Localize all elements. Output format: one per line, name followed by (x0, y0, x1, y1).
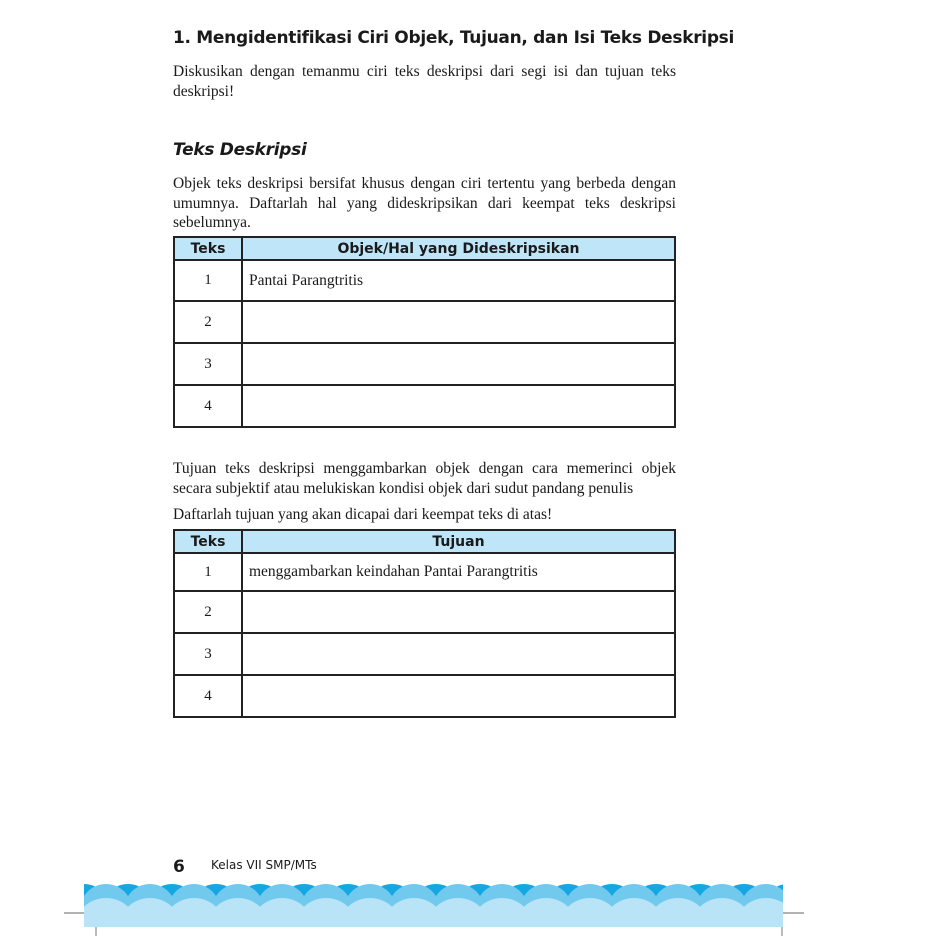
column-header-teks: Teks (174, 530, 242, 553)
row-number: 3 (174, 343, 242, 385)
instruction-paragraph: Daftarlah tujuan yang akan dicapai dari keempat teks di atas! (173, 506, 553, 523)
table-header-row (174, 530, 675, 553)
row-value[interactable] (242, 301, 675, 343)
row-value[interactable] (242, 385, 675, 427)
intro-paragraph: Diskusikan dengan temanmu ciri teks deskripsi dari segi isi dan tujuan teks deskripsi! (173, 63, 676, 100)
purpose-table (173, 529, 676, 718)
table-row (174, 591, 675, 633)
table-header-row (174, 237, 675, 260)
wave-decoration (0, 870, 936, 936)
table-row (174, 633, 675, 675)
purpose-paragraph: Tujuan teks deskripsi menggambarkan objek dengan cara memerinci objek secara subjektif atau melukiskan kondisi objek dari sudut pandang penulis (173, 460, 676, 497)
page-number: 6 (173, 857, 185, 877)
row-number: 3 (174, 633, 242, 675)
row-value[interactable]: Pantai Parangtritis (242, 260, 675, 301)
row-value[interactable] (242, 343, 675, 385)
table-row (174, 301, 675, 343)
row-number: 2 (174, 301, 242, 343)
row-number: 1 (174, 553, 242, 591)
row-value[interactable]: menggambarkan keindahan Pantai Parangtritis (242, 553, 675, 591)
row-value[interactable] (242, 675, 675, 717)
table-row (174, 675, 675, 717)
book-title: Kelas VII SMP/MTs (211, 858, 317, 872)
row-number: 4 (174, 385, 242, 427)
table-row (174, 553, 675, 591)
table-row (174, 385, 675, 427)
column-header-teks: Teks (174, 237, 242, 260)
row-number: 2 (174, 591, 242, 633)
row-value[interactable] (242, 633, 675, 675)
subheading: Teks Deskripsi (173, 140, 307, 160)
row-value[interactable] (242, 591, 675, 633)
row-number: 4 (174, 675, 242, 717)
object-paragraph: Objek teks deskripsi bersifat khusus dengan ciri tertentu yang berbeda dengan umumnya. Daftarlah hal yang dideskripsikan dari keempat teks deskripsi sebelumnya. (173, 175, 676, 231)
column-header-tujuan: Tujuan (242, 530, 675, 553)
section-title: 1. Mengidentifikasi Ciri Objek, Tujuan, dan Isi Teks Deskripsi (173, 28, 735, 48)
row-number: 1 (174, 260, 242, 301)
column-header-objek: Objek/Hal yang Dideskripsikan (242, 237, 675, 260)
table-row (174, 343, 675, 385)
object-table (173, 236, 676, 428)
table-row (174, 260, 675, 301)
